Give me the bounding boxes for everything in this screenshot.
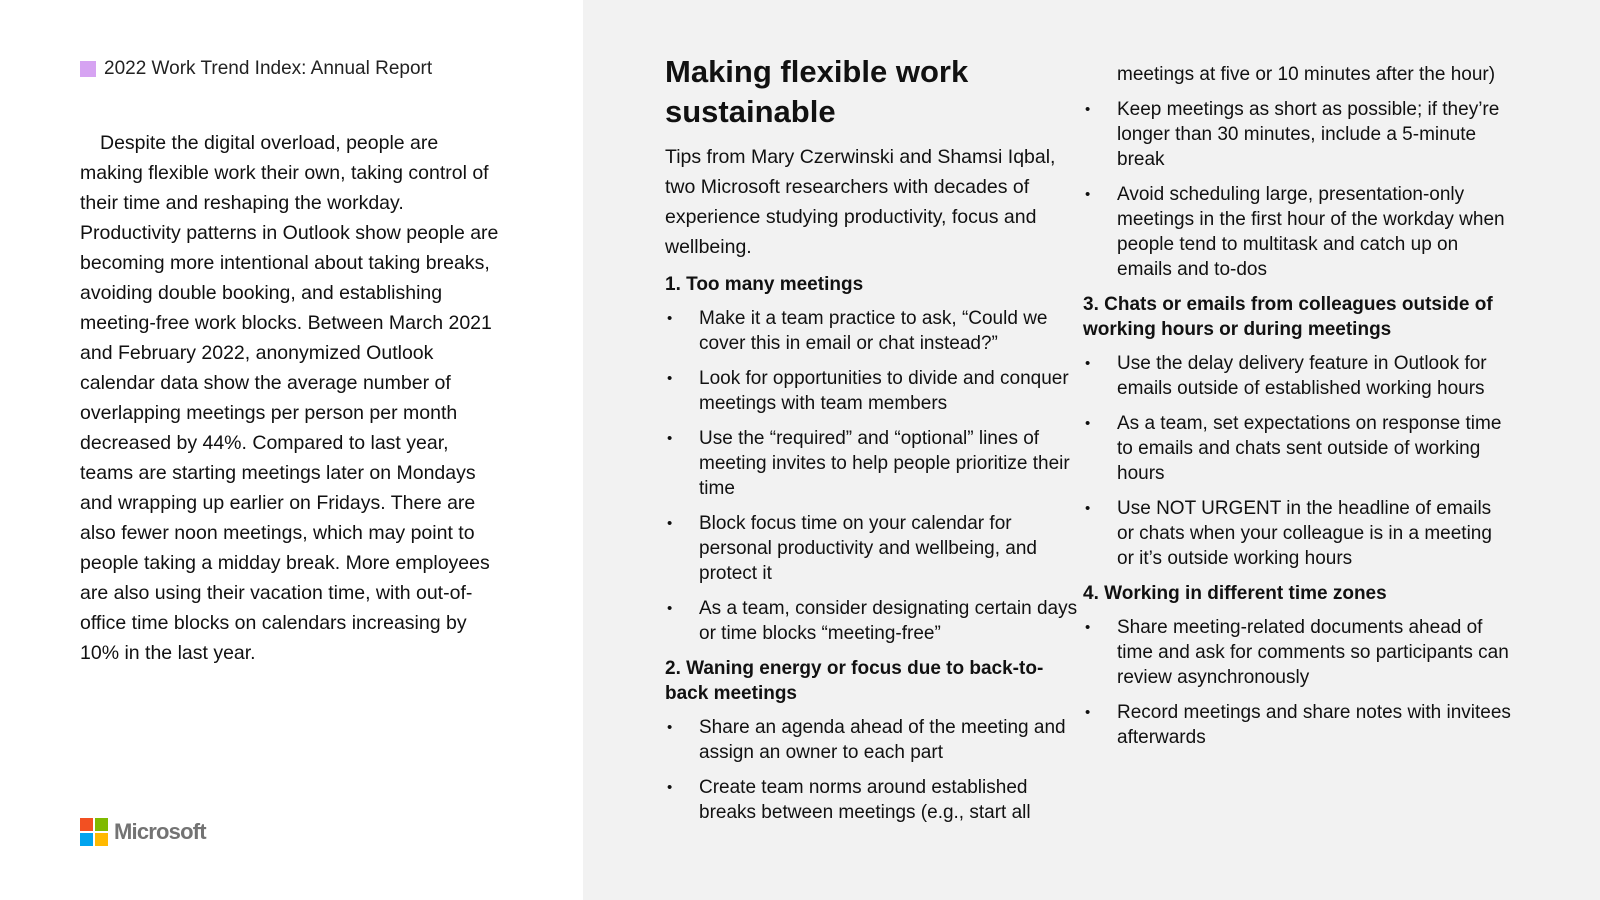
bullet-icon: •: [1085, 355, 1091, 372]
tips-intro: Tips from Mary Czerwinski and Shamsi Iqbal, two Microsoft researchers with decades of experience studying productivity, focus and wellbeing.: [665, 146, 1056, 258]
list-item: • As a team, consider designating certain days or time blocks “meeting-free”: [667, 598, 1078, 644]
section-3-list: [1083, 351, 1513, 571]
tips-column-1: [665, 52, 1080, 835]
report-tag: [80, 58, 432, 80]
section-heading-4: 4. Working in different time zones: [1083, 583, 1387, 604]
microsoft-logo-icon: [80, 818, 108, 846]
list-item: • Share meeting-related documents ahead of time and ask for comments so participants can review asynchronously: [1085, 617, 1509, 688]
main-title: Making flexible work sustainable: [665, 54, 969, 129]
intro-paragraph: [80, 128, 500, 668]
bullet-icon: •: [667, 310, 673, 327]
logo-square-blue: [80, 833, 93, 846]
list-item: • Use the “required” and “optional” lines of meeting invites to help people prioritize their time: [667, 428, 1070, 499]
list-item: • Keep meetings as short as possible; if they’re longer than 30 minutes, include a 5-minute break: [1085, 99, 1500, 170]
bullet-icon: •: [667, 515, 673, 532]
list-item: • Share an agenda ahead of the meeting and assign an owner to each part: [667, 717, 1066, 763]
section-heading-1: 1. Too many meetings: [665, 274, 864, 295]
list-item: • Avoid scheduling large, presentation-only meetings in the first hour of the workday when people tend to multitask and catch up on emails and to-dos: [1085, 184, 1505, 280]
list-item: • As a team, set expectations on response time to emails and chats sent outside of working hours: [1085, 413, 1502, 484]
bullet-icon: •: [1085, 186, 1091, 203]
section-1-list: [665, 306, 1080, 646]
section-heading-2: 2. Waning energy or focus due to back-to-back meetings: [665, 658, 1044, 704]
accent-square: [80, 61, 96, 77]
list-item-continuation: meetings at five or 10 minutes after the hour): [1117, 64, 1496, 85]
tips-column-2: [1083, 62, 1513, 760]
microsoft-logo: [80, 818, 206, 846]
bullet-icon: •: [1085, 500, 1091, 517]
logo-square-green: [95, 818, 108, 831]
report-title: 2022 Work Trend Index: Annual Report: [104, 58, 433, 79]
section-heading-3: 3. Chats or emails from colleagues outside of working hours or during meetings: [1083, 294, 1493, 340]
section-4-list: [1083, 615, 1513, 750]
list-item: • Create team norms around established breaks between meetings (e.g., start all: [667, 777, 1031, 823]
bullet-icon: •: [1085, 619, 1091, 636]
list-item: • Look for opportunities to divide and conquer meetings with team members: [667, 368, 1069, 414]
bullet-icon: •: [1085, 101, 1091, 118]
bullet-icon: •: [1085, 415, 1091, 432]
section-2-list-continued: [1083, 97, 1513, 282]
section-2-list: [665, 715, 1080, 825]
bullet-icon: •: [667, 600, 673, 617]
bullet-icon: •: [667, 430, 673, 447]
list-item: • Block focus time on your calendar for personal productivity and wellbeing, and protect it: [667, 513, 1037, 584]
intro-text: Despite the digital overload, people are making flexible work their own, taking control of their time and reshaping the workday. Productivity patterns in Outlook show people are becoming more intentional about taking breaks, avoiding double booking, and establishing meeting-free work blocks. Between March 2021 and February 2022, anonymized Outlook calendar data show the average number of overlapping meetings per person per month decreased by 44%. Compared to last year, teams are starting meetings later on Mondays and wrapping up earlier on Fridays. There are also fewer noon meetings, which may point to people taking a midday break. More employees are also using their vacation time, with out-of-office time blocks on calendars increasing by 10% in the last year.: [80, 132, 499, 664]
list-item: • Use NOT URGENT in the headline of emails or chats when your colleague is in a meeting or it’s outside working hours: [1085, 498, 1492, 569]
bullet-icon: •: [667, 779, 673, 796]
bullet-icon: •: [667, 719, 673, 736]
left-panel: [0, 0, 583, 900]
logo-square-red: [80, 818, 93, 831]
bullet-icon: •: [667, 370, 673, 387]
bullet-icon: •: [1085, 704, 1091, 721]
list-item: • Make it a team practice to ask, “Could we cover this in email or chat instead?”: [667, 308, 1048, 354]
logo-wordmark: Microsoft: [114, 819, 206, 844]
list-item: • Use the delay delivery feature in Outlook for emails outside of established working hours: [1085, 353, 1487, 399]
logo-square-yellow: [95, 833, 108, 846]
list-item: • Record meetings and share notes with invitees afterwards: [1085, 702, 1511, 748]
